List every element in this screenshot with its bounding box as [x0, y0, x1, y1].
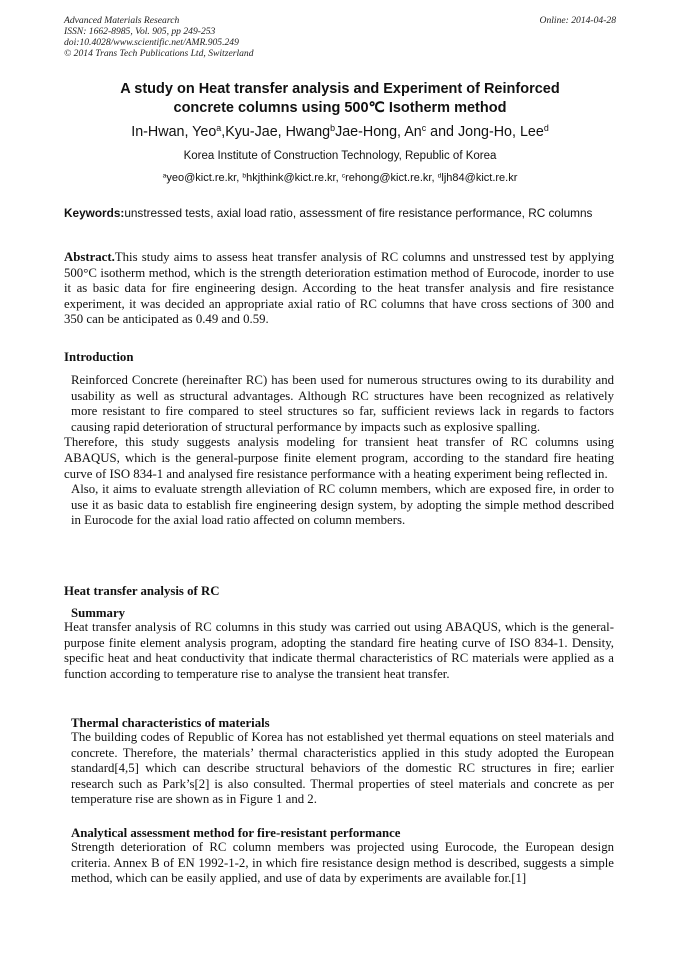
abstract-text: This study aims to assess heat transfer analysis of RC columns and unstressed test by applying 500°C isotherm method, which is the strength deterioration estimation method of Eurocode, inorder to use it as basic data for fire engineering design. According to the heat transfer analysis and fire resistance experiment, it was decided an appropriate axial ratio of RC columns that have cross sections of 300 and 350 can be anticipated as 0.49 and 0.59. — [64, 250, 614, 327]
author-marker: d — [543, 123, 549, 134]
keywords-label: Keywords: — [64, 206, 125, 220]
copyright-line: © 2014 Trans Tech Publications Ltd, Switzerland — [64, 48, 254, 59]
journal-name: Advanced Materials Research — [64, 15, 180, 26]
affiliation: Korea Institute of Construction Technology, Republic of Korea — [183, 150, 497, 162]
issn-line: ISSN: 1662-8985, Vol. 905, pp 249-253 — [64, 26, 216, 37]
introduction-paragraph-1: Reinforced Concrete (hereinafter RC) has been used for numerous structures owing to its durability and usability as well as structural advantages. Although RC structures have been recognized as relatively more resistant to fire compared to steel structures so far, sufficient reviews lack in regards to factors causing rapid deterioration of structural performance by impacts such as explosive spalling. — [71, 373, 614, 434]
subsection-heading-thermal: Thermal characteristics of materials — [71, 716, 270, 730]
introduction-paragraph-2: Therefore, this study suggests analysis modeling for transient heat transfer of RC columns using ABAQUS, which is the general-purpose finite element program, according to the standard fire heating curve of ISO 834-1 and analysed fire resistance performance with a heating experiment being reflected in. — [64, 435, 614, 481]
author-name: Jae-Hong, An — [335, 124, 422, 140]
author-name: Jong-Ho, Lee — [457, 124, 544, 140]
email-marker: b — [242, 172, 247, 180]
email-address: yeo@kict.re.kr — [166, 172, 237, 184]
email-list: $^a$yeo@kict.re.kr, $^b$hkjthink@kict.re.kr, $^c$rehong@kict.re.kr, $^d$ljh84@kict.re.kr — [162, 172, 518, 184]
introduction-body — [64, 373, 614, 529]
author-name: Kyu-Jae, Hwang — [225, 124, 331, 140]
author-name: In-Hwan, Yeo — [131, 124, 217, 140]
abstract — [64, 250, 614, 328]
running-header — [64, 15, 616, 59]
section-heading-introduction: Introduction — [64, 350, 134, 364]
author-list: In-Hwan, Yeo$^a$,Kyu-Jae, Hwang$^b$Jae-Hong, An$^c$ and Jong-Ho, Lee$^d$ — [131, 123, 549, 140]
summary-paragraph: Heat transfer analysis of RC columns in this study was carried out using ABAQUS, which is the general-purpose finite element analysis program, adopting the standard fire heating curve of ISO 834-1. Density, specific heat and heat conductivity that indicate thermal characteristics of RC materials were applied as a function according to temperature rise to analyse the transient heat transfer. — [64, 620, 614, 681]
author-conjunction: and — [430, 124, 454, 140]
section-heading-heat-transfer: Heat transfer analysis of RC — [64, 584, 220, 598]
paper-title — [64, 80, 616, 118]
keywords — [64, 206, 614, 221]
doi-line: doi:10.4028/www.scientific.net/AMR.905.249 — [64, 37, 239, 48]
email-marker: c — [341, 172, 346, 180]
title-line-2: concrete columns using 500℃ Isotherm method — [173, 100, 507, 116]
author-marker: b — [330, 123, 336, 134]
online-date: Online: 2014-04-28 — [539, 15, 616, 26]
abstract-label: Abstract. — [64, 250, 115, 264]
author-marker: a — [216, 123, 222, 134]
email-marker: d — [437, 172, 442, 180]
assessment-paragraph: Strength deterioration of RC column members was projected using Eurocode, the European design criteria. Annex B of EN 1992-1-2, in which fire resistance design method is described, suggests a simple method, which can be easily applied, and use of data by experiments are available for.[1] — [71, 840, 614, 886]
email-marker: a — [162, 172, 167, 180]
subsection-heading-assessment: Analytical assessment method for fire-resistant performance — [71, 826, 401, 840]
title-line-1: A study on Heat transfer analysis and Experiment of Reinforced — [120, 81, 560, 97]
keywords-text: unstressed tests, axial load ratio, assessment of fire resistance performance, RC columns — [124, 206, 593, 220]
thermal-paragraph: The building codes of Republic of Korea has not established yet thermal equations on steel materials and concrete. Therefore, the materials’ thermal characteristics applied in this study adopted the European standard[4,5] which can describe structural behaviors of the domestic RC structures in fire; earlier research such as Park’s[2] is also consulted. Thermal properties of steel materials and concrete as per temperature rise are shown as in Figure 1 and 2. — [71, 730, 614, 807]
subsection-heading-summary: Summary — [71, 606, 126, 620]
email-address: rehong@kict.re.kr — [345, 172, 432, 184]
email-address: hkjthink@kict.re.kr — [246, 172, 336, 184]
author-marker: c — [421, 123, 427, 134]
introduction-paragraph-3: Also, it aims to evaluate strength alleviation of RC column members, which are exposed fire, in order to use it as basic data to establish fire engineering design system, by adopting the simple method described in Eurocode for the axial load ratio affected on column members. — [71, 482, 614, 528]
email-address: ljh84@kict.re.kr — [441, 172, 518, 184]
